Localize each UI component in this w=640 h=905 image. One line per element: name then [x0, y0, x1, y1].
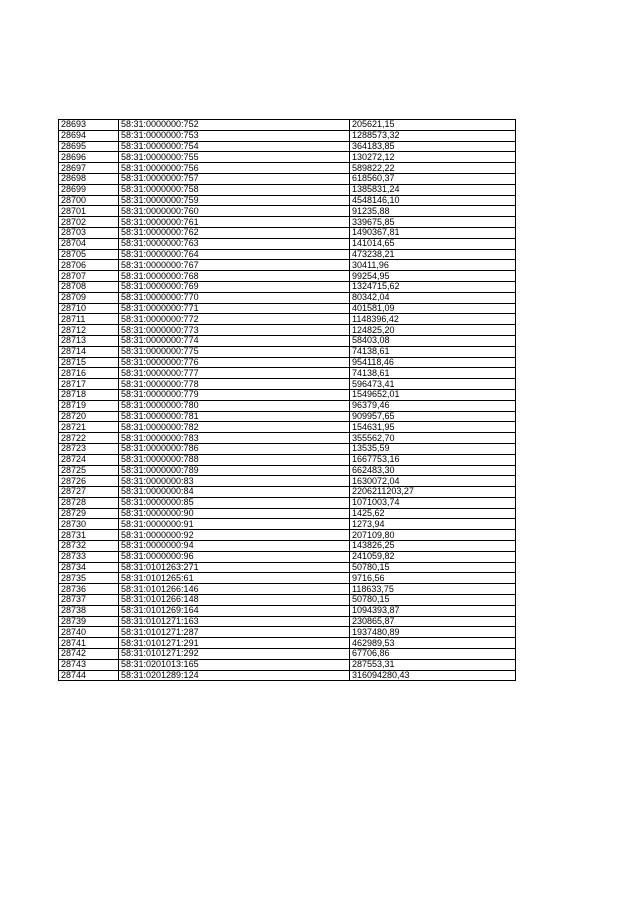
row-number-cell: 28695 — [59, 141, 119, 152]
row-number-cell: 28714 — [59, 346, 119, 357]
cadastral-value-cell: 141014,65 — [350, 238, 516, 249]
cadastral-number-cell: 58:31:0000000:786 — [119, 443, 350, 454]
cadastral-value-cell: 401581,09 — [350, 303, 516, 314]
cadastral-value-cell: 1667753,16 — [350, 454, 516, 465]
cadastral-value-cell: 1273,94 — [350, 519, 516, 530]
cadastral-number-cell: 58:31:0000000:778 — [119, 379, 350, 390]
cadastral-number-cell: 58:31:0101266:146 — [119, 584, 350, 595]
cadastral-value-cell: 13535,59 — [350, 443, 516, 454]
table-row — [59, 346, 516, 357]
row-number-cell: 28697 — [59, 163, 119, 174]
cadastral-value-cell: 1324715,62 — [350, 281, 516, 292]
table-row — [59, 400, 516, 411]
row-number-cell: 28724 — [59, 454, 119, 465]
cadastral-value-cell: 50780,15 — [350, 595, 516, 606]
row-number-cell: 28723 — [59, 443, 119, 454]
cadastral-value-cell: 1425,62 — [350, 508, 516, 519]
cadastral-value-cell: 462989,53 — [350, 638, 516, 649]
table-row — [59, 627, 516, 638]
cadastral-value-cell: 124825,20 — [350, 325, 516, 336]
cadastral-number-cell: 58:31:0101263:271 — [119, 562, 350, 573]
row-number-cell: 28731 — [59, 530, 119, 541]
cadastral-value-cell: 954118,46 — [350, 357, 516, 368]
table-row — [59, 173, 516, 184]
table-row — [59, 659, 516, 670]
cadastral-number-cell: 58:31:0000000:754 — [119, 141, 350, 152]
row-number-cell: 28720 — [59, 411, 119, 422]
cadastral-number-cell: 58:31:0000000:96 — [119, 551, 350, 562]
row-number-cell: 28740 — [59, 627, 119, 638]
cadastral-value-cell: 241059,82 — [350, 551, 516, 562]
cadastral-value-cell: 4548146,10 — [350, 195, 516, 206]
row-number-cell: 28721 — [59, 422, 119, 433]
cadastral-value-cell: 1937480,89 — [350, 627, 516, 638]
cadastral-value-cell: 662483,30 — [350, 465, 516, 476]
table-row — [59, 368, 516, 379]
cadastral-number-cell: 58:31:0000000:775 — [119, 346, 350, 357]
cadastral-number-cell: 58:31:0000000:788 — [119, 454, 350, 465]
table-row — [59, 508, 516, 519]
cadastral-value-cell: 9716,56 — [350, 573, 516, 584]
cadastral-number-cell: 58:31:0000000:762 — [119, 227, 350, 238]
table-row — [59, 584, 516, 595]
table-row — [59, 206, 516, 217]
table-row — [59, 454, 516, 465]
row-number-cell: 28735 — [59, 573, 119, 584]
row-number-cell: 28700 — [59, 195, 119, 206]
table-row — [59, 260, 516, 271]
cadastral-number-cell: 58:31:0000000:752 — [119, 120, 350, 131]
cadastral-number-cell: 58:31:0000000:759 — [119, 195, 350, 206]
table-row — [59, 130, 516, 141]
cadastral-number-cell: 58:31:0000000:774 — [119, 335, 350, 346]
cadastral-number-cell: 58:31:0201289:124 — [119, 670, 350, 681]
row-number-cell: 28741 — [59, 638, 119, 649]
row-number-cell: 28710 — [59, 303, 119, 314]
cadastral-number-cell: 58:31:0000000:90 — [119, 508, 350, 519]
table-row — [59, 120, 516, 131]
cadastral-number-cell: 58:31:0000000:779 — [119, 389, 350, 400]
cadastral-value-cell: 1385831,24 — [350, 184, 516, 195]
cadastral-number-cell: 58:31:0000000:764 — [119, 249, 350, 260]
table-row — [59, 227, 516, 238]
cadastral-value-cell: 30411,96 — [350, 260, 516, 271]
cadastral-value-cell: 130272,12 — [350, 152, 516, 163]
table-row — [59, 541, 516, 552]
table-row — [59, 184, 516, 195]
cadastral-number-cell: 58:31:0000000:772 — [119, 314, 350, 325]
cadastral-number-cell: 58:31:0000000:84 — [119, 487, 350, 498]
cadastral-value-cell: 618560,37 — [350, 173, 516, 184]
table-row — [59, 411, 516, 422]
row-number-cell: 28706 — [59, 260, 119, 271]
cadastral-value-cell: 1549652,01 — [350, 389, 516, 400]
cadastral-value-cell: 1148396,42 — [350, 314, 516, 325]
cadastral-number-cell: 58:31:0000000:781 — [119, 411, 350, 422]
cadastral-value-cell: 596473,41 — [350, 379, 516, 390]
table-row — [59, 530, 516, 541]
cadastral-number-cell: 58:31:0000000:767 — [119, 260, 350, 271]
cadastral-number-cell: 58:31:0000000:92 — [119, 530, 350, 541]
cadastral-value-cell: 589822,22 — [350, 163, 516, 174]
row-number-cell: 28743 — [59, 659, 119, 670]
cadastral-number-cell: 58:31:0000000:753 — [119, 130, 350, 141]
row-number-cell: 28719 — [59, 400, 119, 411]
table-row — [59, 649, 516, 660]
row-number-cell: 28717 — [59, 379, 119, 390]
table-row — [59, 325, 516, 336]
cadastral-number-cell: 58:31:0000000:776 — [119, 357, 350, 368]
table-row — [59, 141, 516, 152]
table-body — [59, 120, 516, 681]
cadastral-number-cell: 58:31:0201013:165 — [119, 659, 350, 670]
row-number-cell: 28712 — [59, 325, 119, 336]
cadastral-value-cell: 364183,85 — [350, 141, 516, 152]
table-row — [59, 292, 516, 303]
cadastral-value-cell: 316094280,43 — [350, 670, 516, 681]
row-number-cell: 28737 — [59, 595, 119, 606]
row-number-cell: 28703 — [59, 227, 119, 238]
row-number-cell: 28722 — [59, 433, 119, 444]
table-row — [59, 249, 516, 260]
cadastral-number-cell: 58:31:0000000:769 — [119, 281, 350, 292]
cadastral-value-cell: 58403,08 — [350, 335, 516, 346]
cadastral-number-cell: 58:31:0000000:756 — [119, 163, 350, 174]
table-row — [59, 519, 516, 530]
cadastral-number-cell: 58:31:0000000:768 — [119, 271, 350, 282]
cadastral-value-cell: 74138,61 — [350, 346, 516, 357]
row-number-cell: 28726 — [59, 476, 119, 487]
table-row — [59, 303, 516, 314]
row-number-cell: 28704 — [59, 238, 119, 249]
table-row — [59, 487, 516, 498]
table-row — [59, 433, 516, 444]
cadastral-value-cell: 1630072,04 — [350, 476, 516, 487]
cadastral-value-cell: 473238,21 — [350, 249, 516, 260]
row-number-cell: 28702 — [59, 217, 119, 228]
cadastral-value-cell: 154631,95 — [350, 422, 516, 433]
row-number-cell: 28701 — [59, 206, 119, 217]
table-row — [59, 497, 516, 508]
table-row — [59, 281, 516, 292]
cadastral-number-cell: 58:31:0000000:760 — [119, 206, 350, 217]
row-number-cell: 28730 — [59, 519, 119, 530]
table-row — [59, 562, 516, 573]
table-row — [59, 605, 516, 616]
cadastral-number-cell: 58:31:0000000:757 — [119, 173, 350, 184]
cadastral-number-cell: 58:31:0000000:773 — [119, 325, 350, 336]
cadastral-value-cell: 118633,75 — [350, 584, 516, 595]
cadastral-value-cell: 74138,61 — [350, 368, 516, 379]
cadastral-number-cell: 58:31:0000000:755 — [119, 152, 350, 163]
cadastral-value-table — [58, 119, 516, 681]
cadastral-value-cell: 1094393,87 — [350, 605, 516, 616]
cadastral-number-cell: 58:31:0000000:770 — [119, 292, 350, 303]
table-row — [59, 670, 516, 681]
table-row — [59, 573, 516, 584]
cadastral-value-cell: 80342,04 — [350, 292, 516, 303]
cadastral-value-cell: 67706,86 — [350, 649, 516, 660]
cadastral-value-cell: 50780,15 — [350, 562, 516, 573]
row-number-cell: 28736 — [59, 584, 119, 595]
row-number-cell: 28725 — [59, 465, 119, 476]
cadastral-value-cell: 1288573,32 — [350, 130, 516, 141]
cadastral-value-cell: 143826,25 — [350, 541, 516, 552]
row-number-cell: 28732 — [59, 541, 119, 552]
cadastral-value-cell: 287553,31 — [350, 659, 516, 670]
table-row — [59, 616, 516, 627]
cadastral-number-cell: 58:31:0000000:783 — [119, 433, 350, 444]
table-row — [59, 551, 516, 562]
cadastral-value-cell: 909957,65 — [350, 411, 516, 422]
cadastral-value-cell: 1071003,74 — [350, 497, 516, 508]
cadastral-value-cell: 355562,70 — [350, 433, 516, 444]
cadastral-value-cell: 339675,85 — [350, 217, 516, 228]
row-number-cell: 28733 — [59, 551, 119, 562]
cadastral-number-cell: 58:31:0000000:761 — [119, 217, 350, 228]
row-number-cell: 28716 — [59, 368, 119, 379]
cadastral-number-cell: 58:31:0000000:758 — [119, 184, 350, 195]
table-row — [59, 314, 516, 325]
cadastral-number-cell: 58:31:0101271:292 — [119, 649, 350, 660]
table-row — [59, 335, 516, 346]
row-number-cell: 28705 — [59, 249, 119, 260]
table-row — [59, 379, 516, 390]
row-number-cell: 28694 — [59, 130, 119, 141]
table-row — [59, 465, 516, 476]
row-number-cell: 28738 — [59, 605, 119, 616]
cadastral-number-cell: 58:31:0101265:61 — [119, 573, 350, 584]
table-row — [59, 195, 516, 206]
row-number-cell: 28693 — [59, 120, 119, 131]
cadastral-number-cell: 58:31:0000000:763 — [119, 238, 350, 249]
table-row — [59, 476, 516, 487]
document-page — [58, 119, 515, 681]
cadastral-number-cell: 58:31:0101271:291 — [119, 638, 350, 649]
row-number-cell: 28711 — [59, 314, 119, 325]
cadastral-number-cell: 58:31:0000000:91 — [119, 519, 350, 530]
cadastral-value-cell: 99254,95 — [350, 271, 516, 282]
cadastral-value-cell: 230865,87 — [350, 616, 516, 627]
row-number-cell: 28699 — [59, 184, 119, 195]
row-number-cell: 28742 — [59, 649, 119, 660]
table-row — [59, 443, 516, 454]
row-number-cell: 28718 — [59, 389, 119, 400]
cadastral-value-cell: 207109,80 — [350, 530, 516, 541]
row-number-cell: 28708 — [59, 281, 119, 292]
table-row — [59, 152, 516, 163]
row-number-cell: 28744 — [59, 670, 119, 681]
row-number-cell: 28707 — [59, 271, 119, 282]
table-row — [59, 357, 516, 368]
table-row — [59, 271, 516, 282]
cadastral-value-cell: 205621,15 — [350, 120, 516, 131]
cadastral-number-cell: 58:31:0101266:148 — [119, 595, 350, 606]
cadastral-number-cell: 58:31:0000000:777 — [119, 368, 350, 379]
row-number-cell: 28739 — [59, 616, 119, 627]
cadastral-value-cell: 91235,88 — [350, 206, 516, 217]
cadastral-number-cell: 58:31:0000000:83 — [119, 476, 350, 487]
row-number-cell: 28698 — [59, 173, 119, 184]
row-number-cell: 28727 — [59, 487, 119, 498]
table-row — [59, 422, 516, 433]
row-number-cell: 28713 — [59, 335, 119, 346]
cadastral-number-cell: 58:31:0101269:164 — [119, 605, 350, 616]
row-number-cell: 28728 — [59, 497, 119, 508]
row-number-cell: 28709 — [59, 292, 119, 303]
row-number-cell: 28729 — [59, 508, 119, 519]
table-row — [59, 217, 516, 228]
table-row — [59, 595, 516, 606]
cadastral-number-cell: 58:31:0101271:287 — [119, 627, 350, 638]
table-row — [59, 238, 516, 249]
table-row — [59, 638, 516, 649]
cadastral-number-cell: 58:31:0000000:780 — [119, 400, 350, 411]
cadastral-value-cell: 1490367,81 — [350, 227, 516, 238]
cadastral-number-cell: 58:31:0101271:163 — [119, 616, 350, 627]
cadastral-number-cell: 58:31:0000000:782 — [119, 422, 350, 433]
cadastral-number-cell: 58:31:0000000:94 — [119, 541, 350, 552]
row-number-cell: 28715 — [59, 357, 119, 368]
cadastral-number-cell: 58:31:0000000:771 — [119, 303, 350, 314]
cadastral-value-cell: 96379,46 — [350, 400, 516, 411]
row-number-cell: 28734 — [59, 562, 119, 573]
cadastral-value-cell: 2206211203,27 — [350, 487, 516, 498]
row-number-cell: 28696 — [59, 152, 119, 163]
cadastral-number-cell: 58:31:0000000:789 — [119, 465, 350, 476]
table-row — [59, 389, 516, 400]
cadastral-number-cell: 58:31:0000000:85 — [119, 497, 350, 508]
table-row — [59, 163, 516, 174]
